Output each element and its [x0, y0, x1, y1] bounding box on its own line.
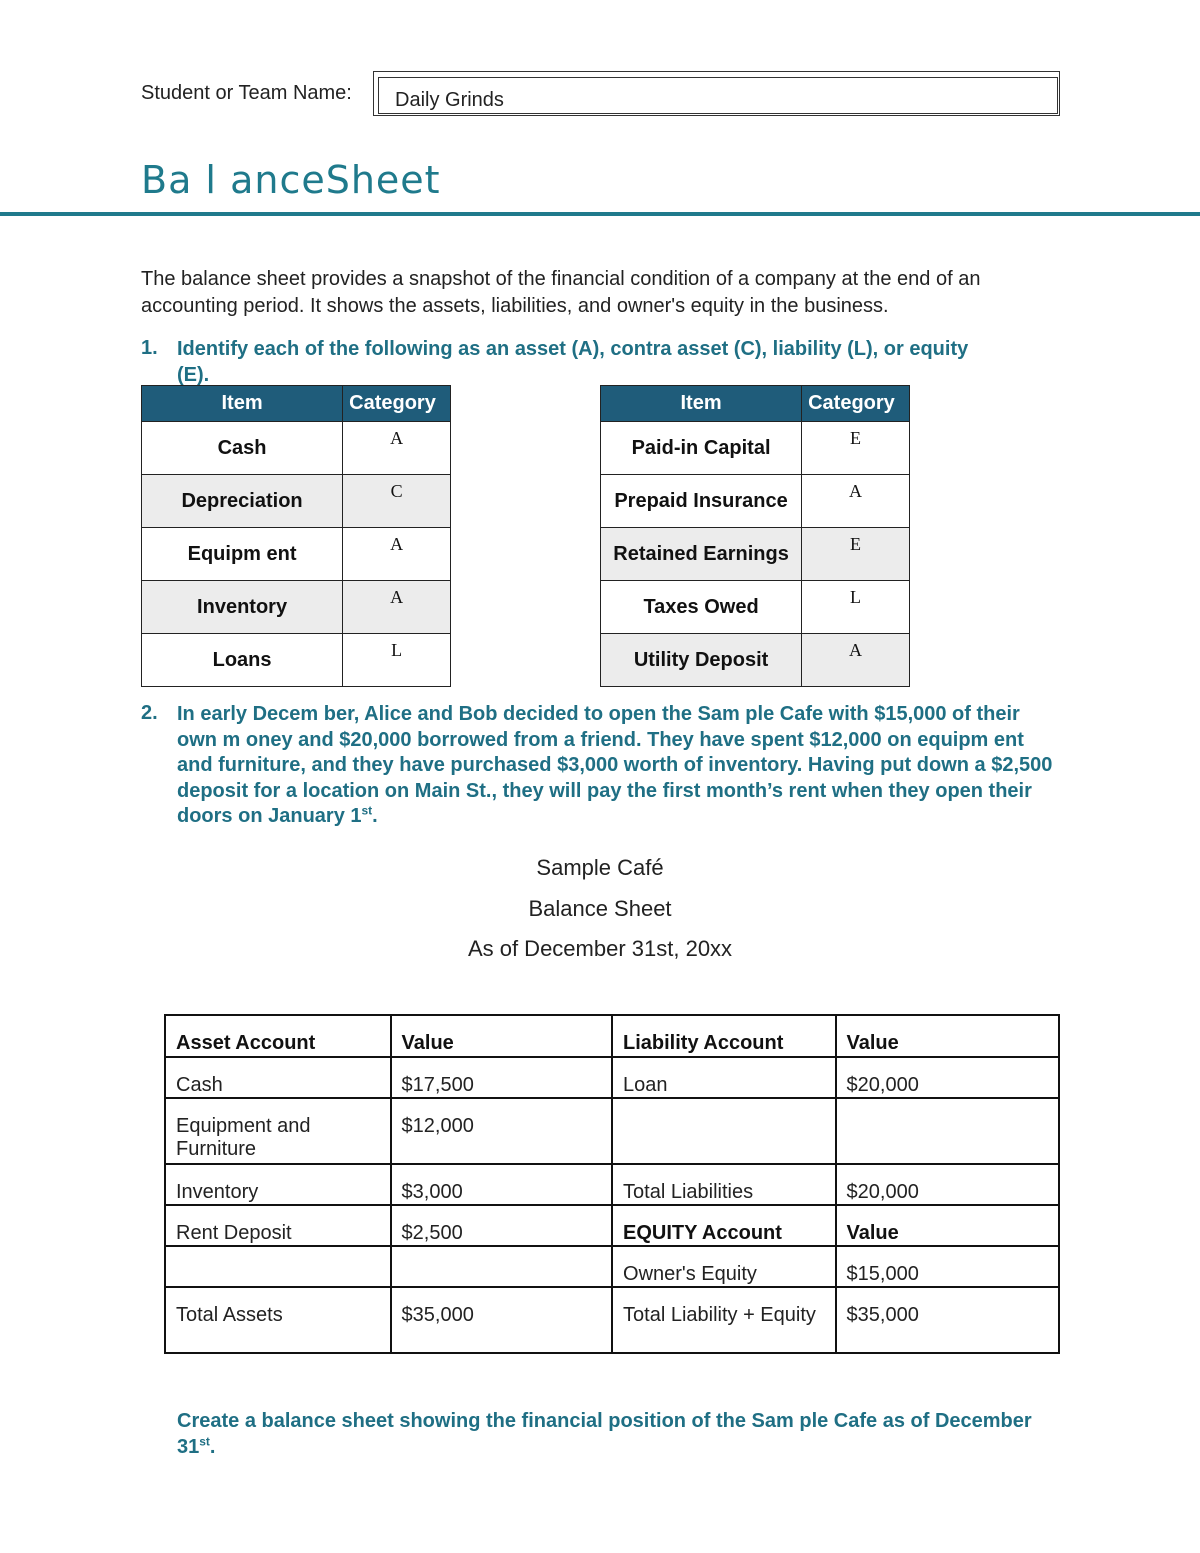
- item-name: Cash: [142, 422, 343, 475]
- page-title: Ba l anceSheet: [141, 158, 441, 202]
- item-name: Loans: [142, 634, 343, 687]
- total-assets-label[interactable]: Total Assets: [165, 1287, 391, 1353]
- category-table-right: [600, 385, 910, 687]
- table-row: [142, 528, 451, 581]
- intro-paragraph: The balance sheet provides a snapshot of the financial condition of a company at the end of an accounting period. It shows the assets, liabilities, and owner's equity in the business.: [141, 268, 981, 317]
- category-answer[interactable]: A: [343, 581, 451, 634]
- asset-value-cell[interactable]: $12,000: [391, 1098, 612, 1164]
- asset-value-cell[interactable]: $17,500: [391, 1057, 612, 1098]
- column-header-category: Category: [802, 386, 910, 422]
- final-instruction-body: Create a balance sheet showing the financial position of the Sam ple Cafe as of December 31: [177, 1410, 1032, 1458]
- question-2-number: 2.: [141, 702, 158, 724]
- team-name-label: Student or Team Name:: [141, 82, 352, 104]
- asset-value-cell[interactable]: [391, 1246, 612, 1287]
- header-asset-value: Value: [391, 1015, 612, 1057]
- table-row: [601, 475, 910, 528]
- balance-sheet-table: [164, 1014, 1060, 1354]
- final-instruction-superscript: st: [199, 1433, 210, 1448]
- question-2-period: .: [372, 805, 378, 827]
- category-answer[interactable]: A: [802, 634, 910, 687]
- item-name: Utility Deposit: [601, 634, 802, 687]
- asset-value-cell[interactable]: $3,000: [391, 1164, 612, 1205]
- category-answer[interactable]: A: [343, 528, 451, 581]
- category-answer[interactable]: E: [802, 422, 910, 475]
- equity-value-cell[interactable]: $15,000: [836, 1246, 1059, 1287]
- asset-value-cell[interactable]: $2,500: [391, 1205, 612, 1246]
- table-row: [165, 1164, 1059, 1205]
- liability-account-cell[interactable]: Total Liabilities: [612, 1164, 836, 1205]
- item-name: Retained Earnings: [601, 528, 802, 581]
- header-liability-account: Liability Account: [612, 1015, 836, 1057]
- total-assets-value[interactable]: $35,000: [391, 1287, 612, 1353]
- liability-value-cell[interactable]: [836, 1098, 1059, 1164]
- item-name: Depreciation: [142, 475, 343, 528]
- column-header-item: Item: [601, 386, 802, 422]
- table-row: [142, 422, 451, 475]
- final-instruction: [177, 1409, 1037, 1460]
- question-2-superscript: st: [361, 803, 373, 818]
- total-liability-equity-value[interactable]: $35,000: [836, 1287, 1059, 1353]
- title-divider: [0, 212, 1200, 216]
- liability-value-cell[interactable]: $20,000: [836, 1164, 1059, 1205]
- liability-account-cell[interactable]: [612, 1098, 836, 1164]
- table-row: [142, 581, 451, 634]
- header-equity-value: Value: [836, 1205, 1059, 1246]
- table-row: [601, 581, 910, 634]
- category-answer[interactable]: A: [802, 475, 910, 528]
- item-name: Taxes Owed: [601, 581, 802, 634]
- asset-account-cell[interactable]: Cash: [165, 1057, 391, 1098]
- question-2-body: In early Decem ber, Alice and Bob decided to open the Sam ple Cafe with $15,000 of their own m oney and $20,000 borrowed from a friend. They have spent $12,000 on equipm ent and furniture, and they have purchased $3,000 worth of inventory. Having put down a $2,500 deposit for a location on Main St., they will pay the first month’s rent when they open their doors on January 1: [177, 703, 1053, 827]
- table-row: [142, 634, 451, 687]
- statement-company: Sample Café: [536, 855, 664, 880]
- category-answer[interactable]: A: [343, 422, 451, 475]
- item-name: Prepaid Insurance: [601, 475, 802, 528]
- asset-account-cell[interactable]: Rent Deposit: [165, 1205, 391, 1246]
- question-1-text: Identify each of the following as an asset (A), contra asset (C), liability (L), or equity (E).: [177, 338, 969, 386]
- question-1-number: 1.: [141, 337, 158, 359]
- item-name: Equipm ent: [142, 528, 343, 581]
- category-answer[interactable]: E: [802, 528, 910, 581]
- column-header-item: Item: [142, 386, 343, 422]
- table-row: [142, 475, 451, 528]
- asset-account-cell[interactable]: Equipment and Furniture: [165, 1098, 391, 1164]
- final-instruction-period: .: [209, 1435, 216, 1458]
- liability-account-cell[interactable]: Loan: [612, 1057, 836, 1098]
- asset-account-cell[interactable]: [165, 1246, 391, 1287]
- column-header-category: Category: [343, 386, 451, 422]
- item-name: Paid-in Capital: [601, 422, 802, 475]
- table-row: [601, 422, 910, 475]
- table-row: [601, 528, 910, 581]
- equity-account-cell[interactable]: Owner's Equity: [612, 1246, 836, 1287]
- header-asset-account: Asset Account: [165, 1015, 391, 1057]
- table-row: [165, 1205, 1059, 1246]
- table-row: [165, 1287, 1059, 1353]
- total-liability-equity-label[interactable]: Total Liability + Equity: [612, 1287, 836, 1353]
- question-2-text: [177, 702, 1057, 830]
- asset-account-cell[interactable]: Inventory: [165, 1164, 391, 1205]
- category-answer[interactable]: L: [343, 634, 451, 687]
- category-table-left: [141, 385, 451, 687]
- header-equity-account: EQUITY Account: [612, 1205, 836, 1246]
- statement-name: Balance Sheet: [528, 896, 672, 921]
- table-row: [165, 1098, 1059, 1164]
- item-name: Inventory: [142, 581, 343, 634]
- liability-value-cell[interactable]: $20,000: [836, 1057, 1059, 1098]
- table-row: [165, 1246, 1059, 1287]
- team-name-value: Daily Grinds: [395, 89, 504, 111]
- category-answer[interactable]: L: [802, 581, 910, 634]
- header-liability-value: Value: [836, 1015, 1059, 1057]
- table-row: [601, 634, 910, 687]
- table-row: [165, 1057, 1059, 1098]
- statement-date: As of December 31st, 20xx: [467, 936, 733, 961]
- table-row: [165, 1015, 1059, 1057]
- category-answer[interactable]: C: [343, 475, 451, 528]
